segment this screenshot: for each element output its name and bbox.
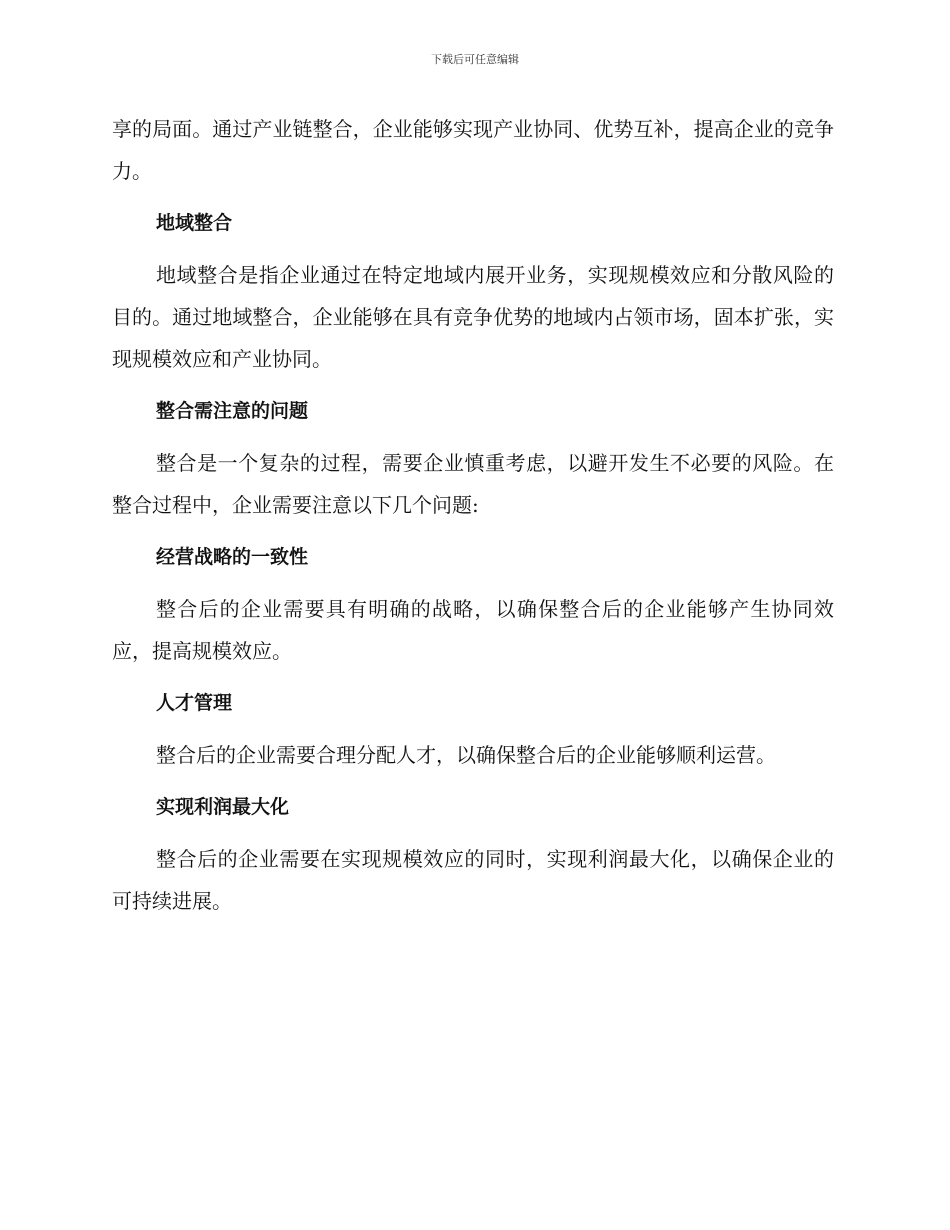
heading-strategy-consistency: 经营战略的一致性 <box>156 546 309 568</box>
paragraph-talent-management: 整合后的企业需要合理分配人才，以确保整合后的企业能够顺利运营。 <box>156 743 776 767</box>
paragraph-strategy-consistency: 整合后的企业需要具有明确的战略，以确保整合后的企业能够产生协同效应，提高规模效应。 <box>112 597 834 663</box>
heading-talent-management: 人才管理 <box>156 692 233 714</box>
heading-profit-maximization: 实现利润最大化 <box>156 796 290 818</box>
paragraph-intro: 享的局面。通过产业链整合，企业能够实现产业协同、优势互补，提高企业的竞争力。 <box>112 117 834 183</box>
paragraph-profit-maximization: 整合后的企业需要在实现规模效应的同时，实现利润最大化，以确保企业的可持续进展。 <box>112 847 834 913</box>
heading-regional-integration: 地域整合 <box>156 212 233 234</box>
document-body <box>112 108 834 922</box>
heading-integration-issues: 整合需注意的问题 <box>156 400 309 422</box>
paragraph-integration-issues: 整合是一个复杂的过程，需要企业慎重考虑，以避开发生不必要的风险。在整合过程中，企业需要注意以下几个问题: <box>112 451 834 517</box>
page-header: 下载后可任意编辑 <box>431 53 519 66</box>
paragraph-regional-integration: 地域整合是指企业通过在特定地域内展开业务，实现规模效应和分散风险的目的。通过地域整合，企业能够在具有竞争优势的地域内占领市场，固本扩张，实现规模效应和产业协同。 <box>112 263 834 371</box>
